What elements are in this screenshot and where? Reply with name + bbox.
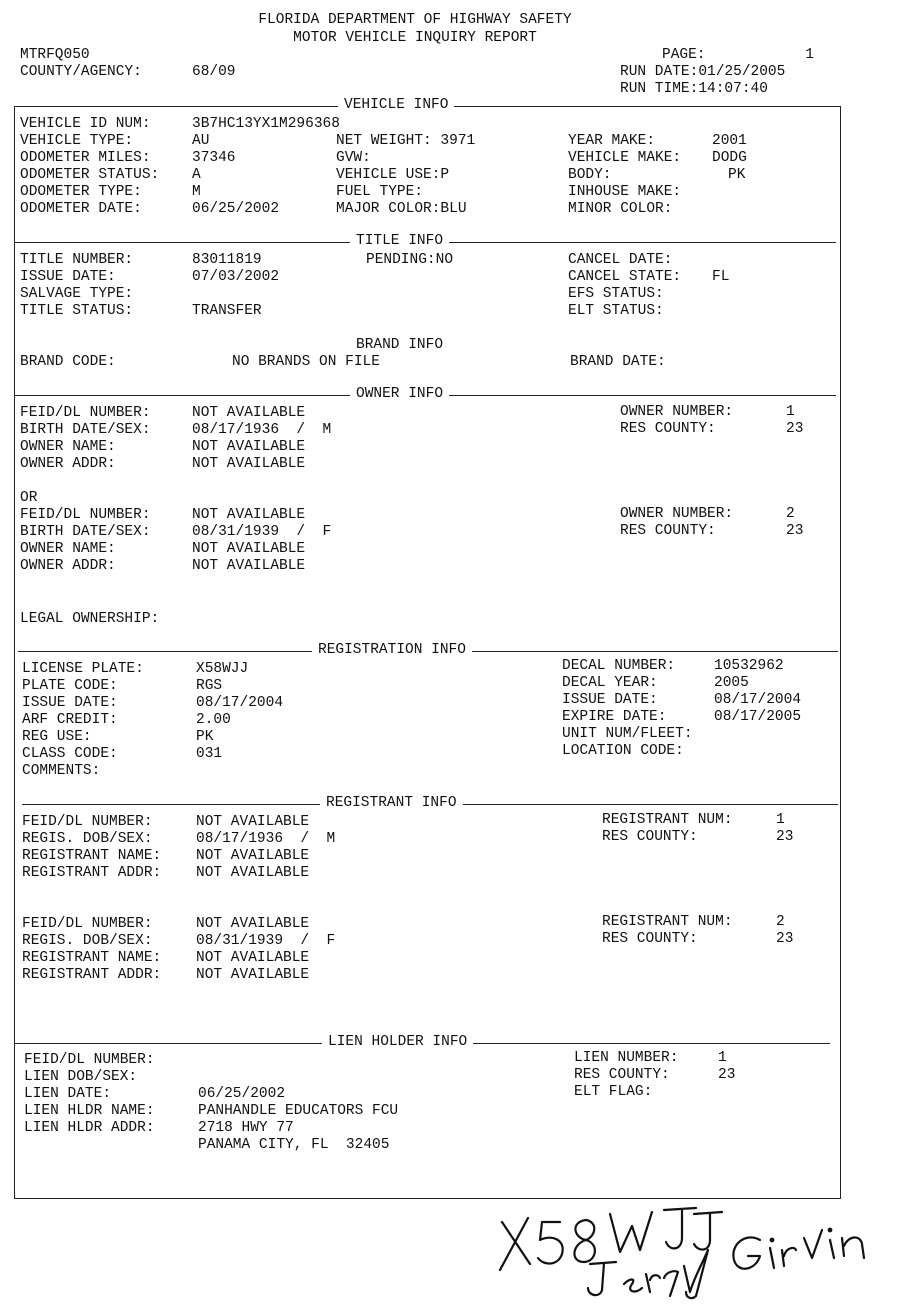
decal-issue-date-value: 08/17/2004 <box>714 692 802 708</box>
efs-status: EFS STATUS: <box>568 286 664 302</box>
decal-number-label: DECAL NUMBER: <box>562 658 676 674</box>
run-date: RUN DATE:01/25/2005 <box>620 64 786 80</box>
owner-feid-value: NOT AVAILABLE <box>192 405 306 421</box>
registrant-res-county-label: RES COUNTY: <box>602 829 698 845</box>
registrant-addr-label: REGISTRANT ADDR: <box>22 967 162 983</box>
minor-color: MINOR COLOR: <box>568 201 673 217</box>
agency-name: FLORIDA DEPARTMENT OF HIGHWAY SAFETY <box>258 12 572 28</box>
owner-number-value: 1 <box>786 404 795 420</box>
vehicle-id-label: VEHICLE ID NUM: <box>20 116 151 132</box>
owner-addr-label: OWNER ADDR: <box>20 558 116 574</box>
owner-section-title: OWNER INFO <box>350 386 449 403</box>
owner-birth-value: 08/17/1936 / M <box>192 422 332 438</box>
registration-section-title: REGISTRATION INFO <box>312 642 472 659</box>
registrant-res-county-value: 23 <box>776 931 794 947</box>
county-agency-label: COUNTY/AGENCY: <box>20 64 142 80</box>
registrant-res-county-label: RES COUNTY: <box>602 931 698 947</box>
gvw: GVW: <box>336 150 371 166</box>
lien-res-county-value: 23 <box>718 1067 736 1083</box>
registrant-feid-label: FEID/DL NUMBER: <box>22 916 153 932</box>
owner-res-county-value: 23 <box>786 421 804 437</box>
handwritten-note-signature <box>490 1200 890 1300</box>
year-make-value: 2001 <box>712 133 747 149</box>
body-value: PK <box>728 167 746 183</box>
page-number: 1 <box>805 47 814 63</box>
lien-feid-label: FEID/DL NUMBER: <box>24 1052 155 1068</box>
title-issue-date-label: ISSUE DATE: <box>20 269 116 285</box>
owner-number-value: 2 <box>786 506 795 522</box>
registrant-dob-value: 08/17/1936 / M <box>196 831 336 847</box>
registrant-name-value: NOT AVAILABLE <box>196 848 310 864</box>
elt-flag-label: ELT FLAG: <box>574 1084 653 1100</box>
decal-year-label: DECAL YEAR: <box>562 675 658 691</box>
registrant-addr-value: NOT AVAILABLE <box>196 967 310 983</box>
lien-res-county-label: RES COUNTY: <box>574 1067 670 1083</box>
lien-dob-label: LIEN DOB/SEX: <box>24 1069 138 1085</box>
odometer-type-label: ODOMETER TYPE: <box>20 184 142 200</box>
run-time: RUN TIME:14:07:40 <box>620 81 768 97</box>
owner-feid-label: FEID/DL NUMBER: <box>20 507 151 523</box>
registrant-name-label: REGISTRANT NAME: <box>22 848 162 864</box>
cancel-state-value: FL <box>712 269 730 285</box>
owner-name-label: OWNER NAME: <box>20 439 116 455</box>
lien-holder-name-value: PANHANDLE EDUCATORS FCU <box>198 1103 399 1119</box>
lien-holder-name-label: LIEN HLDR NAME: <box>24 1103 155 1119</box>
registrant-num-value: 2 <box>776 914 785 930</box>
odometer-status-value: A <box>192 167 201 183</box>
frame-right-border <box>840 106 841 1198</box>
owner-birth-value: 08/31/1939 / F <box>192 524 332 540</box>
plate-code-value: RGS <box>196 678 223 694</box>
reg-use-label: REG USE: <box>22 729 92 745</box>
reg-use-value: PK <box>196 729 214 745</box>
registrant-num-label: REGISTRANT NUM: <box>602 914 733 930</box>
decal-issue-date-label: ISSUE DATE: <box>562 692 658 708</box>
registrant-res-county-value: 23 <box>776 829 794 845</box>
owner-res-county-label: RES COUNTY: <box>620 421 716 437</box>
registrant-feid-value: NOT AVAILABLE <box>196 916 310 932</box>
major-color: MAJOR COLOR:BLU <box>336 201 467 217</box>
fuel-type: FUEL TYPE: <box>336 184 424 200</box>
vehicle-use: VEHICLE USE:P <box>336 167 450 183</box>
arf-credit-label: ARF CREDIT: <box>22 712 118 728</box>
arf-credit-value: 2.00 <box>196 712 231 728</box>
owner-or-label: OR <box>20 490 38 506</box>
registrant-name-label: REGISTRANT NAME: <box>22 950 162 966</box>
owner-res-county-label: RES COUNTY: <box>620 523 716 539</box>
decal-year-value: 2005 <box>714 675 749 691</box>
year-make-label: YEAR MAKE: <box>568 133 656 149</box>
lien-holder-addr-line1: 2718 HWY 77 <box>198 1120 294 1136</box>
class-code-value: 031 <box>196 746 223 762</box>
lien-holder-addr-label: LIEN HLDR ADDR: <box>24 1120 155 1136</box>
class-code-label: CLASS CODE: <box>22 746 118 762</box>
decal-number-value: 10532962 <box>714 658 784 674</box>
cancel-state-label: CANCEL STATE: <box>568 269 682 285</box>
salvage-type-label: SALVAGE TYPE: <box>20 286 134 302</box>
registrant-feid-value: NOT AVAILABLE <box>196 814 310 830</box>
odometer-type-value: M <box>192 184 201 200</box>
vehicle-make-label: VEHICLE MAKE: <box>568 150 682 166</box>
frame-bottom-border <box>14 1198 841 1199</box>
form-id: MTRFQ050 <box>20 47 90 63</box>
location-code-label: LOCATION CODE: <box>562 743 684 759</box>
lien-section-title: LIEN HOLDER INFO <box>322 1034 473 1051</box>
lien-date-value: 06/25/2002 <box>198 1086 286 1102</box>
registrant-name-value: NOT AVAILABLE <box>196 950 310 966</box>
owner-feid-value: NOT AVAILABLE <box>192 507 306 523</box>
inhouse-make: INHOUSE MAKE: <box>568 184 682 200</box>
cancel-date: CANCEL DATE: <box>568 252 673 268</box>
title-issue-date-value: 07/03/2002 <box>192 269 280 285</box>
registrant-dob-label: REGIS. DOB/SEX: <box>22 831 153 847</box>
vehicle-id-value: 3B7HC13YX1M296368 <box>192 116 340 132</box>
brand-info-heading: BRAND INFO <box>356 337 444 353</box>
owner-name-value: NOT AVAILABLE <box>192 439 306 455</box>
registrant-addr-value: NOT AVAILABLE <box>196 865 310 881</box>
title-section-title: TITLE INFO <box>350 233 449 250</box>
brand-code-label: BRAND CODE: <box>20 354 116 370</box>
county-agency-value: 68/09 <box>192 64 236 80</box>
registrant-num-value: 1 <box>776 812 785 828</box>
owner-addr-value: NOT AVAILABLE <box>192 558 306 574</box>
report-title: MOTOR VEHICLE INQUIRY REPORT <box>293 30 537 46</box>
registrant-dob-label: REGIS. DOB/SEX: <box>22 933 153 949</box>
vehicle-section-title: VEHICLE INFO <box>338 97 454 114</box>
title-pending: PENDING:NO <box>366 252 454 268</box>
lien-holder-addr-line2: PANAMA CITY, FL 32405 <box>198 1137 390 1153</box>
title-number-label: TITLE NUMBER: <box>20 252 134 268</box>
registrant-dob-value: 08/31/1939 / F <box>196 933 336 949</box>
vehicle-make-value: DODG <box>712 150 747 166</box>
license-plate-label: LICENSE PLATE: <box>22 661 144 677</box>
brand-code-value: NO BRANDS ON FILE <box>232 354 380 370</box>
owner-name-label: OWNER NAME: <box>20 541 116 557</box>
license-plate-value: X58WJJ <box>196 661 249 677</box>
comments-label: COMMENTS: <box>22 763 101 779</box>
expire-date-label: EXPIRE DATE: <box>562 709 667 725</box>
title-number-value: 83011819 <box>192 252 262 268</box>
registrant-section-title: REGISTRANT INFO <box>320 795 463 812</box>
registrant-num-label: REGISTRANT NUM: <box>602 812 733 828</box>
reg-issue-date-value: 08/17/2004 <box>196 695 284 711</box>
owner-feid-label: FEID/DL NUMBER: <box>20 405 151 421</box>
owner-birth-label: BIRTH DATE/SEX: <box>20 422 151 438</box>
brand-date: BRAND DATE: <box>570 354 666 370</box>
registrant-feid-label: FEID/DL NUMBER: <box>22 814 153 830</box>
plate-code-label: PLATE CODE: <box>22 678 118 694</box>
lien-date-label: LIEN DATE: <box>24 1086 112 1102</box>
owner-number-label: OWNER NUMBER: <box>620 404 734 420</box>
title-status-label: TITLE STATUS: <box>20 303 134 319</box>
owner-name-value: NOT AVAILABLE <box>192 541 306 557</box>
title-status-value: TRANSFER <box>192 303 262 319</box>
registrant-addr-label: REGISTRANT ADDR: <box>22 865 162 881</box>
vehicle-type-value: AU <box>192 133 210 149</box>
odometer-miles-label: ODOMETER MILES: <box>20 150 151 166</box>
owner-number-label: OWNER NUMBER: <box>620 506 734 522</box>
owner-birth-label: BIRTH DATE/SEX: <box>20 524 151 540</box>
body-label: BODY: <box>568 167 612 183</box>
owner-res-county-value: 23 <box>786 523 804 539</box>
owner-addr-value: NOT AVAILABLE <box>192 456 306 472</box>
legal-ownership-label: LEGAL OWNERSHIP: <box>20 611 160 627</box>
page-label: PAGE: <box>662 47 706 63</box>
lien-number-value: 1 <box>718 1050 727 1066</box>
vehicle-type-label: VEHICLE TYPE: <box>20 133 134 149</box>
odometer-miles-value: 37346 <box>192 150 236 166</box>
expire-date-value: 08/17/2005 <box>714 709 802 725</box>
reg-issue-date-label: ISSUE DATE: <box>22 695 118 711</box>
odometer-date-value: 06/25/2002 <box>192 201 280 217</box>
odometer-status-label: ODOMETER STATUS: <box>20 167 160 183</box>
unit-num-fleet-label: UNIT NUM/FLEET: <box>562 726 693 742</box>
owner-addr-label: OWNER ADDR: <box>20 456 116 472</box>
odometer-date-label: ODOMETER DATE: <box>20 201 142 217</box>
net-weight: NET WEIGHT: 3971 <box>336 133 476 149</box>
elt-status: ELT STATUS: <box>568 303 664 319</box>
frame-left-border <box>14 106 15 1198</box>
lien-number-label: LIEN NUMBER: <box>574 1050 679 1066</box>
